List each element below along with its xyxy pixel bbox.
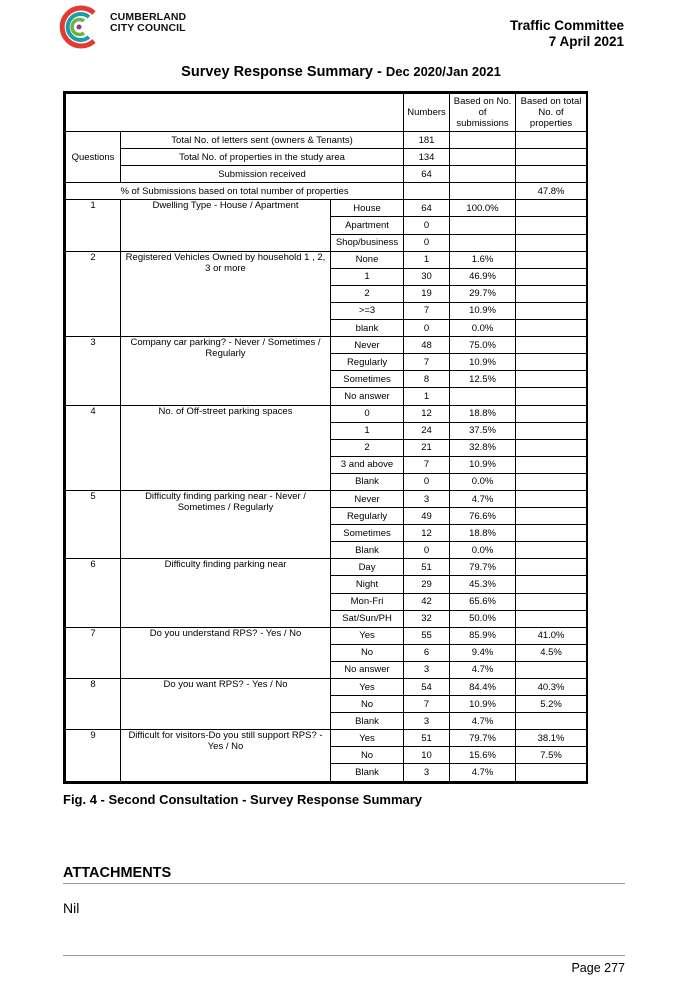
answer-number: 7 xyxy=(404,696,450,713)
question-text: No. of Off-street parking spaces xyxy=(121,405,331,490)
answer-number: 0 xyxy=(404,473,450,490)
col-header-submissions: Based on No. of submissions xyxy=(450,94,516,132)
table-row xyxy=(66,200,587,217)
answer-label: Day xyxy=(331,559,404,576)
answer-label: blank xyxy=(331,320,404,337)
answer-properties-pct xyxy=(516,371,587,388)
answer-properties-pct xyxy=(516,559,587,576)
answer-submissions-pct: 0.0% xyxy=(450,473,516,490)
answer-submissions-pct: 79.7% xyxy=(450,730,516,747)
answer-label: No xyxy=(331,747,404,764)
answer-label: Regularly xyxy=(331,354,404,371)
answer-submissions-pct: 10.9% xyxy=(450,696,516,713)
answer-label: None xyxy=(331,251,404,268)
answer-submissions-pct: 12.5% xyxy=(450,371,516,388)
col-header-properties: Based on total No. of properties xyxy=(516,94,587,132)
answer-properties-pct xyxy=(516,302,587,319)
council-logo-icon xyxy=(56,4,102,50)
summary-properties xyxy=(516,149,587,166)
table-row xyxy=(66,337,587,354)
summary-number: 134 xyxy=(404,149,450,166)
answer-properties-pct xyxy=(516,508,587,525)
answer-properties-pct xyxy=(516,217,587,234)
answer-submissions-pct: 10.9% xyxy=(450,456,516,473)
answer-properties-pct xyxy=(516,661,587,678)
summary-label: Total No. of properties in the study area xyxy=(121,149,404,166)
header-blank-cell xyxy=(66,94,404,132)
answer-submissions-pct: 29.7% xyxy=(450,285,516,302)
answer-label: Yes xyxy=(331,679,404,696)
answer-label: Yes xyxy=(331,627,404,644)
answer-number: 21 xyxy=(404,439,450,456)
answer-number: 12 xyxy=(404,405,450,422)
answer-label: Blank xyxy=(331,713,404,730)
answer-properties-pct xyxy=(516,422,587,439)
answer-submissions-pct: 9.4% xyxy=(450,644,516,661)
answer-number: 0 xyxy=(404,320,450,337)
summary-submissions xyxy=(450,149,516,166)
council-logo-text: CUMBERLAND CITY COUNCIL xyxy=(110,11,187,34)
attachments-heading: ATTACHMENTS xyxy=(63,865,172,881)
question-number: 9 xyxy=(66,730,121,782)
table-row xyxy=(66,679,587,696)
answer-submissions-pct: 10.9% xyxy=(450,354,516,371)
answer-number: 12 xyxy=(404,525,450,542)
answer-submissions-pct: 4.7% xyxy=(450,490,516,507)
answer-number: 51 xyxy=(404,559,450,576)
answer-number: 7 xyxy=(404,456,450,473)
answer-submissions-pct: 46.9% xyxy=(450,268,516,285)
answer-number: 7 xyxy=(404,302,450,319)
table-row xyxy=(66,559,587,576)
answer-number: 3 xyxy=(404,713,450,730)
answer-label: No xyxy=(331,644,404,661)
summary-number: 181 xyxy=(404,132,450,149)
answer-properties-pct xyxy=(516,285,587,302)
answer-label: Shop/business xyxy=(331,234,404,251)
answer-properties-pct: 40.3% xyxy=(516,679,587,696)
question-number: 2 xyxy=(66,251,121,336)
answer-number: 30 xyxy=(404,268,450,285)
table-row xyxy=(66,730,587,747)
answer-submissions-pct: 4.7% xyxy=(450,764,516,782)
survey-response-table xyxy=(63,91,588,784)
answer-properties-pct xyxy=(516,251,587,268)
summary-submissions xyxy=(450,132,516,149)
answer-submissions-pct: 15.6% xyxy=(450,747,516,764)
answer-label: Regularly xyxy=(331,508,404,525)
answer-submissions-pct: 0.0% xyxy=(450,320,516,337)
answer-number: 6 xyxy=(404,644,450,661)
answer-number: 0 xyxy=(404,234,450,251)
answer-properties-pct: 38.1% xyxy=(516,730,587,747)
answer-number: 3 xyxy=(404,661,450,678)
answer-submissions-pct: 85.9% xyxy=(450,627,516,644)
answer-submissions-pct: 100.0% xyxy=(450,200,516,217)
answer-properties-pct xyxy=(516,234,587,251)
answer-label: Yes xyxy=(331,730,404,747)
answer-number: 3 xyxy=(404,764,450,782)
answer-number: 8 xyxy=(404,371,450,388)
summary-properties xyxy=(516,132,587,149)
answer-number: 0 xyxy=(404,542,450,559)
answer-properties-pct xyxy=(516,576,587,593)
question-text: Difficulty finding parking near xyxy=(121,559,331,627)
answer-number: 1 xyxy=(404,251,450,268)
summary-label: Total No. of letters sent (owners & Tenants) xyxy=(121,132,404,149)
answer-properties-pct xyxy=(516,200,587,217)
answer-label: 0 xyxy=(331,405,404,422)
answer-number: 24 xyxy=(404,422,450,439)
answer-properties-pct xyxy=(516,268,587,285)
answer-label: Sat/Sun/PH xyxy=(331,610,404,627)
meeting-date: 7 April 2021 xyxy=(548,34,624,49)
question-text: Do you want RPS? - Yes / No xyxy=(121,679,331,730)
answer-label: Never xyxy=(331,490,404,507)
answer-label: Sometimes xyxy=(331,371,404,388)
summary-row xyxy=(66,183,587,200)
answer-submissions-pct xyxy=(450,388,516,405)
answer-label: House xyxy=(331,200,404,217)
summary-label: % of Submissions based on total number of properties xyxy=(66,183,404,200)
question-text: Company car parking? - Never / Sometimes / Regularly xyxy=(121,337,331,405)
answer-number: 64 xyxy=(404,200,450,217)
footer-divider xyxy=(63,955,625,956)
table-row xyxy=(66,490,587,507)
answer-number: 10 xyxy=(404,747,450,764)
summary-submissions xyxy=(450,183,516,200)
answer-label: 1 xyxy=(331,422,404,439)
answer-submissions-pct: 18.8% xyxy=(450,405,516,422)
answer-label: 3 and above xyxy=(331,456,404,473)
answer-label: 2 xyxy=(331,439,404,456)
answer-submissions-pct: 84.4% xyxy=(450,679,516,696)
answer-submissions-pct: 18.8% xyxy=(450,525,516,542)
summary-row xyxy=(66,149,587,166)
question-number: 5 xyxy=(66,490,121,558)
answer-properties-pct xyxy=(516,473,587,490)
question-number: 1 xyxy=(66,200,121,251)
col-header-numbers: Numbers xyxy=(404,94,450,132)
answer-label: 2 xyxy=(331,285,404,302)
answer-properties-pct xyxy=(516,525,587,542)
answer-label: No xyxy=(331,696,404,713)
answer-label: Blank xyxy=(331,473,404,490)
answer-number: 0 xyxy=(404,217,450,234)
answer-properties-pct xyxy=(516,354,587,371)
answer-submissions-pct: 76.6% xyxy=(450,508,516,525)
figure-caption: Fig. 4 - Second Consultation - Survey Response Summary xyxy=(63,792,423,807)
answer-number: 42 xyxy=(404,593,450,610)
answer-number: 3 xyxy=(404,490,450,507)
answer-submissions-pct: 0.0% xyxy=(450,542,516,559)
answer-label: Blank xyxy=(331,764,404,782)
answer-properties-pct xyxy=(516,456,587,473)
question-number: 4 xyxy=(66,405,121,490)
answer-properties-pct xyxy=(516,388,587,405)
answer-submissions-pct: 10.9% xyxy=(450,302,516,319)
attachments-divider xyxy=(63,883,625,884)
answer-properties-pct xyxy=(516,764,587,782)
table-row xyxy=(66,251,587,268)
answer-properties-pct: 5.2% xyxy=(516,696,587,713)
answer-submissions-pct: 32.8% xyxy=(450,439,516,456)
answer-properties-pct xyxy=(516,337,587,354)
answer-properties-pct: 41.0% xyxy=(516,627,587,644)
question-number: 7 xyxy=(66,627,121,678)
answer-submissions-pct: 65.6% xyxy=(450,593,516,610)
question-number: 3 xyxy=(66,337,121,405)
answer-number: 32 xyxy=(404,610,450,627)
answer-submissions-pct xyxy=(450,234,516,251)
answer-label: Sometimes xyxy=(331,525,404,542)
answer-submissions-pct: 37.5% xyxy=(450,422,516,439)
answer-label: >=3 xyxy=(331,302,404,319)
answer-submissions-pct: 1.6% xyxy=(450,251,516,268)
answer-submissions-pct: 79.7% xyxy=(450,559,516,576)
table-row xyxy=(66,627,587,644)
answer-number: 54 xyxy=(404,679,450,696)
answer-number: 19 xyxy=(404,285,450,302)
answer-properties-pct xyxy=(516,713,587,730)
answer-label: Never xyxy=(331,337,404,354)
answer-properties-pct xyxy=(516,439,587,456)
answer-number: 29 xyxy=(404,576,450,593)
answer-submissions-pct: 75.0% xyxy=(450,337,516,354)
answer-submissions-pct: 45.3% xyxy=(450,576,516,593)
answer-number: 55 xyxy=(404,627,450,644)
attachments-body: Nil xyxy=(63,900,80,916)
table-header-row xyxy=(66,94,587,132)
question-number: 6 xyxy=(66,559,121,627)
question-text: Difficult for visitors-Do you still support RPS? - Yes / No xyxy=(121,730,331,782)
answer-number: 48 xyxy=(404,337,450,354)
summary-submissions xyxy=(450,166,516,183)
answer-number: 49 xyxy=(404,508,450,525)
answer-label: No answer xyxy=(331,388,404,405)
summary-row xyxy=(66,166,587,183)
summary-row xyxy=(66,132,587,149)
question-text: Do you understand RPS? - Yes / No xyxy=(121,627,331,678)
question-text: Difficulty finding parking near - Never / Sometimes / Regularly xyxy=(121,490,331,558)
answer-properties-pct: 7.5% xyxy=(516,747,587,764)
answer-submissions-pct: 4.7% xyxy=(450,713,516,730)
answer-submissions-pct xyxy=(450,217,516,234)
question-text: Registered Vehicles Owned by household 1 , 2, 3 or more xyxy=(121,251,331,336)
summary-label: Submission received xyxy=(121,166,404,183)
question-text: Dwelling Type - House / Apartment xyxy=(121,200,331,251)
answer-label: Apartment xyxy=(331,217,404,234)
answer-label: 1 xyxy=(331,268,404,285)
answer-number: 1 xyxy=(404,388,450,405)
answer-number: 7 xyxy=(404,354,450,371)
summary-properties xyxy=(516,166,587,183)
committee-name: Traffic Committee xyxy=(509,18,624,33)
answer-properties-pct xyxy=(516,320,587,337)
questions-label: Questions xyxy=(66,132,121,183)
answer-properties-pct xyxy=(516,405,587,422)
answer-properties-pct xyxy=(516,542,587,559)
answer-properties-pct xyxy=(516,593,587,610)
summary-number xyxy=(404,183,450,200)
answer-label: Mon-Fri xyxy=(331,593,404,610)
survey-title: Survey Response Summary - Dec 2020/Jan 2021 xyxy=(181,64,501,80)
page-number: Page 277 xyxy=(571,961,625,975)
answer-submissions-pct: 4.7% xyxy=(450,661,516,678)
document-header xyxy=(510,18,624,50)
answer-properties-pct: 4.5% xyxy=(516,644,587,661)
summary-properties: 47.8% xyxy=(516,183,587,200)
answer-label: Blank xyxy=(331,542,404,559)
answer-label: No answer xyxy=(331,661,404,678)
summary-number: 64 xyxy=(404,166,450,183)
answer-properties-pct xyxy=(516,610,587,627)
answer-label: Night xyxy=(331,576,404,593)
answer-submissions-pct: 50.0% xyxy=(450,610,516,627)
answer-properties-pct xyxy=(516,490,587,507)
table-row xyxy=(66,405,587,422)
question-number: 8 xyxy=(66,679,121,730)
answer-number: 51 xyxy=(404,730,450,747)
